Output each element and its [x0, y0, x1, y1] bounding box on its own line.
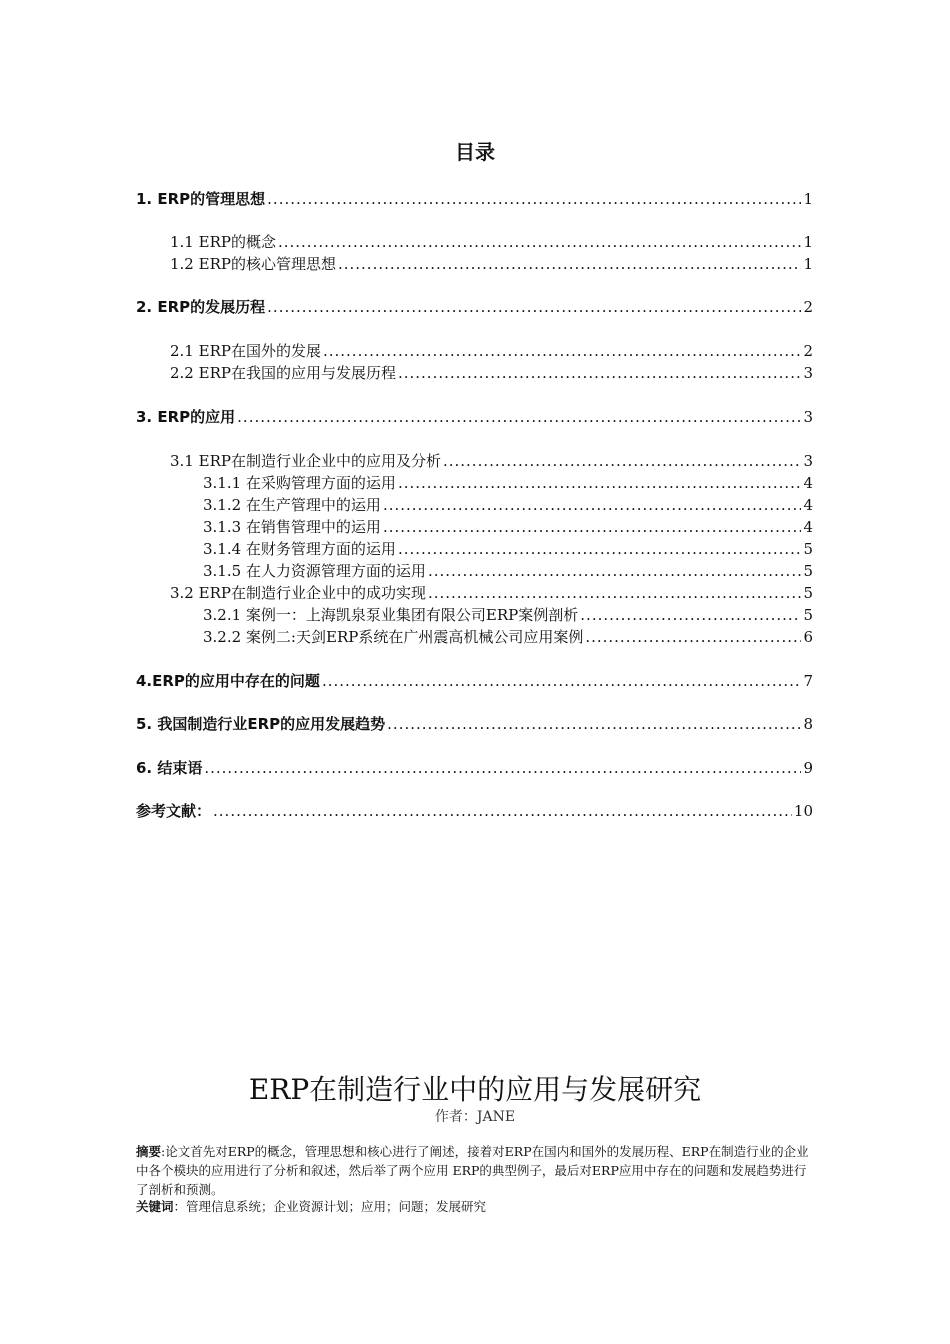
toc-entry-text: 6. 结束语	[136, 759, 203, 777]
toc-entry[interactable]	[203, 560, 813, 582]
toc-entry[interactable]	[203, 626, 813, 648]
toc-entry-text: 2.1 ERP在国外的发展	[170, 342, 321, 360]
toc-entry-page: 5	[803, 562, 813, 580]
dot-leader	[398, 362, 801, 384]
dot-leader	[278, 231, 801, 253]
toc-entry[interactable]	[136, 188, 813, 210]
toc-entry-text: 3.1.2 在生产管理中的运用	[203, 496, 381, 514]
toc-entry-page: 2	[803, 342, 813, 360]
toc-entry-page: 5	[803, 540, 813, 558]
toc-entry-text: 1.1 ERP的概念	[170, 233, 276, 251]
abstract	[136, 1142, 814, 1199]
toc-entry-text: 3.1.5 在人力资源管理方面的运用	[203, 562, 426, 580]
dot-leader	[237, 406, 801, 428]
toc-entry-page: 5	[803, 606, 813, 624]
toc-entry-page: 3	[803, 452, 813, 470]
keywords	[136, 1197, 814, 1216]
toc-title: 目录	[455, 140, 495, 164]
keywords-text: ：管理信息系统；企业资源计划；应用；问题；发展研究	[173, 1199, 487, 1214]
toc-entry[interactable]	[170, 340, 813, 362]
dot-leader	[383, 494, 802, 516]
toc-entry-text: 3.1 ERP在制造行业企业中的应用及分析	[170, 452, 441, 470]
dot-leader	[322, 670, 802, 692]
dot-leader	[585, 626, 801, 648]
toc-entry-page: 8	[803, 715, 813, 733]
toc-entry[interactable]	[136, 670, 813, 692]
toc-entry-page: 9	[803, 759, 813, 777]
toc-entry-text: 3.1.1 在采购管理方面的运用	[203, 474, 396, 492]
toc-entry[interactable]	[170, 362, 813, 384]
toc-entry-text: 3.2 ERP在制造行业企业中的成功实现	[170, 584, 426, 602]
toc-entry-page: 5	[803, 584, 813, 602]
dot-leader	[580, 604, 801, 626]
toc-entry-text: 2.2 ERP在我国的应用与发展历程	[170, 364, 396, 382]
toc-entry[interactable]	[170, 253, 813, 275]
dot-leader	[428, 560, 802, 582]
dot-leader	[387, 713, 801, 735]
toc-entry-text: 4.ERP的应用中存在的问题	[136, 672, 320, 690]
toc-entry-page: 2	[803, 298, 813, 316]
abstract-label: 摘要	[136, 1144, 162, 1159]
author-line: 作者：JANE	[434, 1109, 516, 1125]
dot-leader	[398, 538, 802, 560]
toc-entry-text: 1. ERP的管理思想	[136, 190, 266, 208]
toc-entry-page: 1	[803, 190, 813, 208]
toc-entry-page: 4	[803, 518, 813, 536]
toc-entry-text: 参考文献：	[136, 802, 212, 820]
dot-leader	[213, 800, 792, 822]
toc-entry[interactable]	[203, 494, 813, 516]
toc-entry[interactable]	[136, 406, 813, 428]
toc-entry[interactable]	[136, 757, 813, 779]
toc-entry[interactable]	[170, 450, 813, 472]
toc-entry-page: 3	[803, 364, 813, 382]
toc-entry[interactable]	[203, 472, 813, 494]
toc-entry-page: 3	[803, 408, 813, 426]
toc-entry[interactable]	[136, 800, 813, 822]
dot-leader	[204, 757, 801, 779]
toc-entry-text: 5. 我国制造行业ERP的应用发展趋势	[136, 715, 386, 733]
toc-entry[interactable]	[203, 538, 813, 560]
toc-entry-text: 3. ERP的应用	[136, 408, 236, 426]
toc-entry-page: 4	[803, 474, 813, 492]
dot-leader	[267, 188, 801, 210]
toc-entry[interactable]	[136, 713, 813, 735]
abstract-text: :论文首先对ERP的概念，管理思想和核心进行了阐述，接着对ERP在国内和国外的发展历程、ERP在制造行业的企业中各个模块的应用进行了分析和叙述，然后举了两个应用 ERP的典型例子，最后对ERP应用中存在的问题和发展趋势进行了剖析和预测。	[136, 1144, 809, 1197]
dot-leader	[267, 296, 801, 318]
toc-entry-page: 10	[793, 802, 813, 820]
toc-entry-text: 1.2 ERP的核心管理思想	[170, 255, 336, 273]
toc-entry-page: 6	[803, 628, 813, 646]
toc-entry-page: 4	[803, 496, 813, 514]
dot-leader	[338, 253, 801, 275]
toc-entry-page: 7	[803, 672, 813, 690]
toc-entry[interactable]	[203, 516, 813, 538]
dot-leader	[398, 472, 802, 494]
dot-leader	[428, 582, 801, 604]
toc-entry[interactable]	[170, 231, 813, 253]
toc-entry-text: 3.1.4 在财务管理方面的运用	[203, 540, 396, 558]
toc-entry-text: 3.2.2 案例二:天剑ERP系统在广州震高机械公司应用案例	[203, 628, 584, 646]
dot-leader	[323, 340, 801, 362]
paper-title: ERP在制造行业中的应用与发展研究	[248, 1073, 702, 1106]
toc-entry-text: 3.1.3 在销售管理中的运用	[203, 518, 381, 536]
toc-entry[interactable]	[203, 604, 813, 626]
dot-leader	[443, 450, 801, 472]
toc-entry[interactable]	[136, 296, 813, 318]
toc-entry-text: 2. ERP的发展历程	[136, 298, 266, 316]
dot-leader	[383, 516, 802, 538]
toc-entry-text: 3.2.1 案例一：上海凯泉泵业集团有限公司ERP案例剖析	[203, 606, 579, 624]
toc-entry[interactable]	[170, 582, 813, 604]
toc-entry-page: 1	[803, 255, 813, 273]
toc-entry-page: 1	[803, 233, 813, 251]
keywords-label: 关键词	[136, 1199, 174, 1214]
